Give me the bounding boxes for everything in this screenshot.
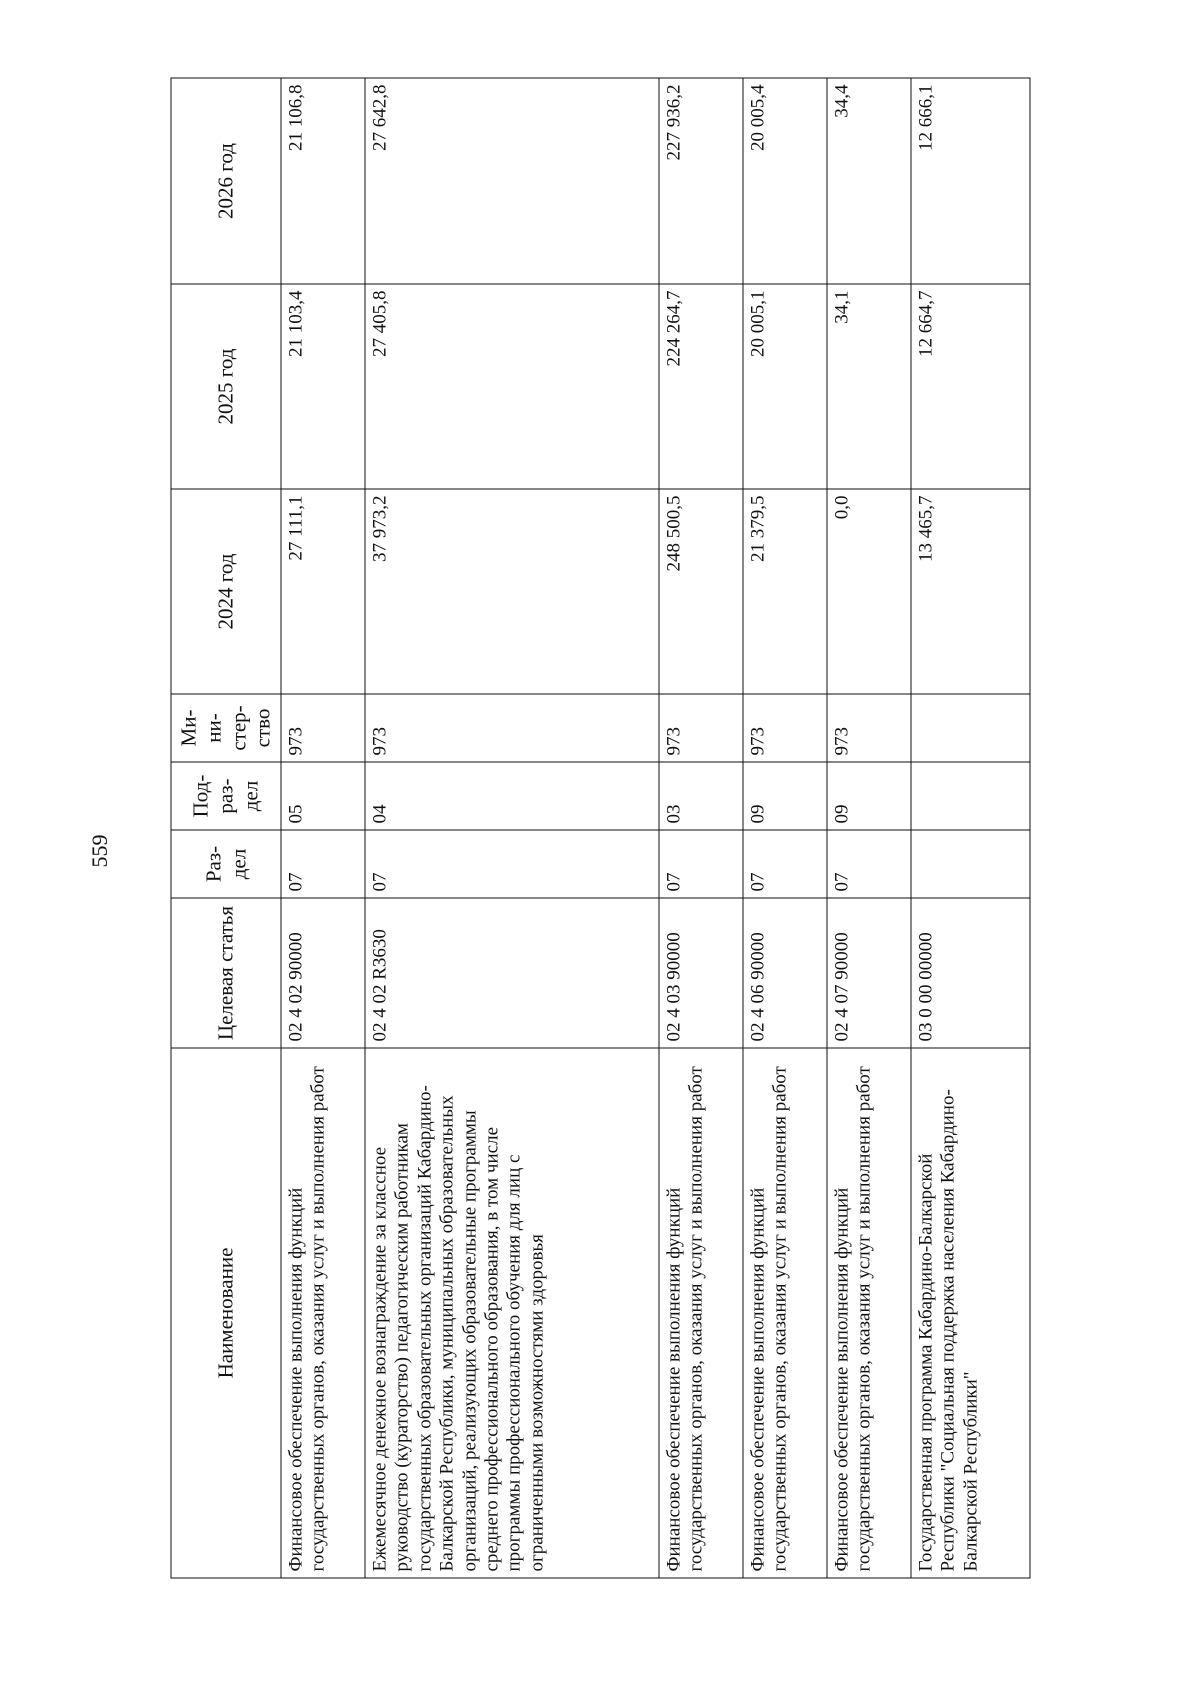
cell-subsection: 04 — [365, 762, 659, 830]
cell-name: Ежемесячное денежное вознаграждение за классное руководство (кураторство) педагогическим работникам государственных образовательных организаций Кабардино-Балкарской Республики, муниципальных образовательных организаций, реализующих образовательные программы среднего профессионального образования, в том числе программы профессионального обучения для лиц с ограниченными возможностями здоровья — [365, 1048, 659, 1578]
cell-target: 02 4 02 R3630 — [365, 898, 659, 1048]
cell-2025: 27 405,8 — [365, 284, 659, 489]
cell-subsection: 09 — [827, 762, 911, 830]
table-row — [365, 78, 659, 1578]
cell-ministry: 973 — [365, 694, 659, 762]
cell-name: Финансовое обеспечение выполнения функций государственных органов, оказания услуг и выполнения работ — [827, 1048, 911, 1578]
cell-ministry: 973 — [281, 694, 365, 762]
cell-subsection: 03 — [659, 762, 743, 830]
cell-2024: 27 111,1 — [281, 489, 365, 694]
header-subsection: Под-раз-дел — [171, 762, 281, 830]
page-number: 559 — [87, 834, 112, 868]
cell-2026: 227 936,2 — [659, 78, 743, 284]
cell-section: 07 — [365, 830, 659, 898]
cell-2026: 27 642,8 — [365, 78, 659, 284]
cell-target: 03 0 00 00000 — [911, 898, 1030, 1048]
cell-subsection — [911, 762, 1030, 830]
cell-ministry: 973 — [659, 694, 743, 762]
cell-ministry: 973 — [743, 694, 827, 762]
cell-section: 07 — [659, 830, 743, 898]
header-2026: 2026 год — [171, 78, 281, 284]
cell-2026: 34,4 — [827, 78, 911, 284]
cell-section: 07 — [743, 830, 827, 898]
table-row — [827, 78, 911, 1578]
cell-name: Финансовое обеспечение выполнения функций государственных органов, оказания услуг и выполнения работ — [743, 1048, 827, 1578]
cell-target: 02 4 07 90000 — [827, 898, 911, 1048]
cell-name: Государственная программа Кабардино-Балкарской Республики "Социальная поддержка населения Кабардино-Балкарской Республики" — [911, 1048, 1030, 1578]
cell-2025: 20 005,1 — [743, 284, 827, 489]
cell-target: 02 4 02 90000 — [281, 898, 365, 1048]
cell-2025: 12 664,7 — [911, 284, 1030, 489]
cell-2025: 224 264,7 — [659, 284, 743, 489]
cell-name: Финансовое обеспечение выполнения функций государственных органов, оказания услуг и выполнения работ — [659, 1048, 743, 1578]
table-row — [743, 78, 827, 1578]
table-row — [911, 78, 1030, 1578]
header-name: Наименование — [171, 1048, 281, 1578]
cell-name: Финансовое обеспечение выполнения функций государственных органов, оказания услуг и выполнения работ — [281, 1048, 365, 1578]
header-ministry: Ми-ни-стер-ство — [171, 694, 281, 762]
cell-2024: 37 973,2 — [365, 489, 659, 694]
cell-ministry: 973 — [827, 694, 911, 762]
cell-target: 02 4 03 90000 — [659, 898, 743, 1048]
cell-section — [911, 830, 1030, 898]
cell-section: 07 — [281, 830, 365, 898]
table-row — [659, 78, 743, 1578]
header-row — [171, 78, 281, 1578]
cell-2025: 34,1 — [827, 284, 911, 489]
cell-2025: 21 103,4 — [281, 284, 365, 489]
cell-2024: 248 500,5 — [659, 489, 743, 694]
header-2025: 2025 год — [171, 284, 281, 489]
cell-2026: 20 005,4 — [743, 78, 827, 284]
cell-subsection: 05 — [281, 762, 365, 830]
header-2024: 2024 год — [171, 489, 281, 694]
header-section: Раз-дел — [171, 830, 281, 898]
cell-2026: 21 106,8 — [281, 78, 365, 284]
cell-2024: 21 379,5 — [743, 489, 827, 694]
cell-section: 07 — [827, 830, 911, 898]
budget-table — [171, 78, 1031, 1579]
cell-2026: 12 666,1 — [911, 78, 1030, 284]
header-target: Целевая статья — [171, 898, 281, 1048]
cell-target: 02 4 06 90000 — [743, 898, 827, 1048]
cell-ministry — [911, 694, 1030, 762]
cell-2024: 13 465,7 — [911, 489, 1030, 694]
cell-subsection: 09 — [743, 762, 827, 830]
table-row — [281, 78, 365, 1578]
cell-2024: 0,0 — [827, 489, 911, 694]
